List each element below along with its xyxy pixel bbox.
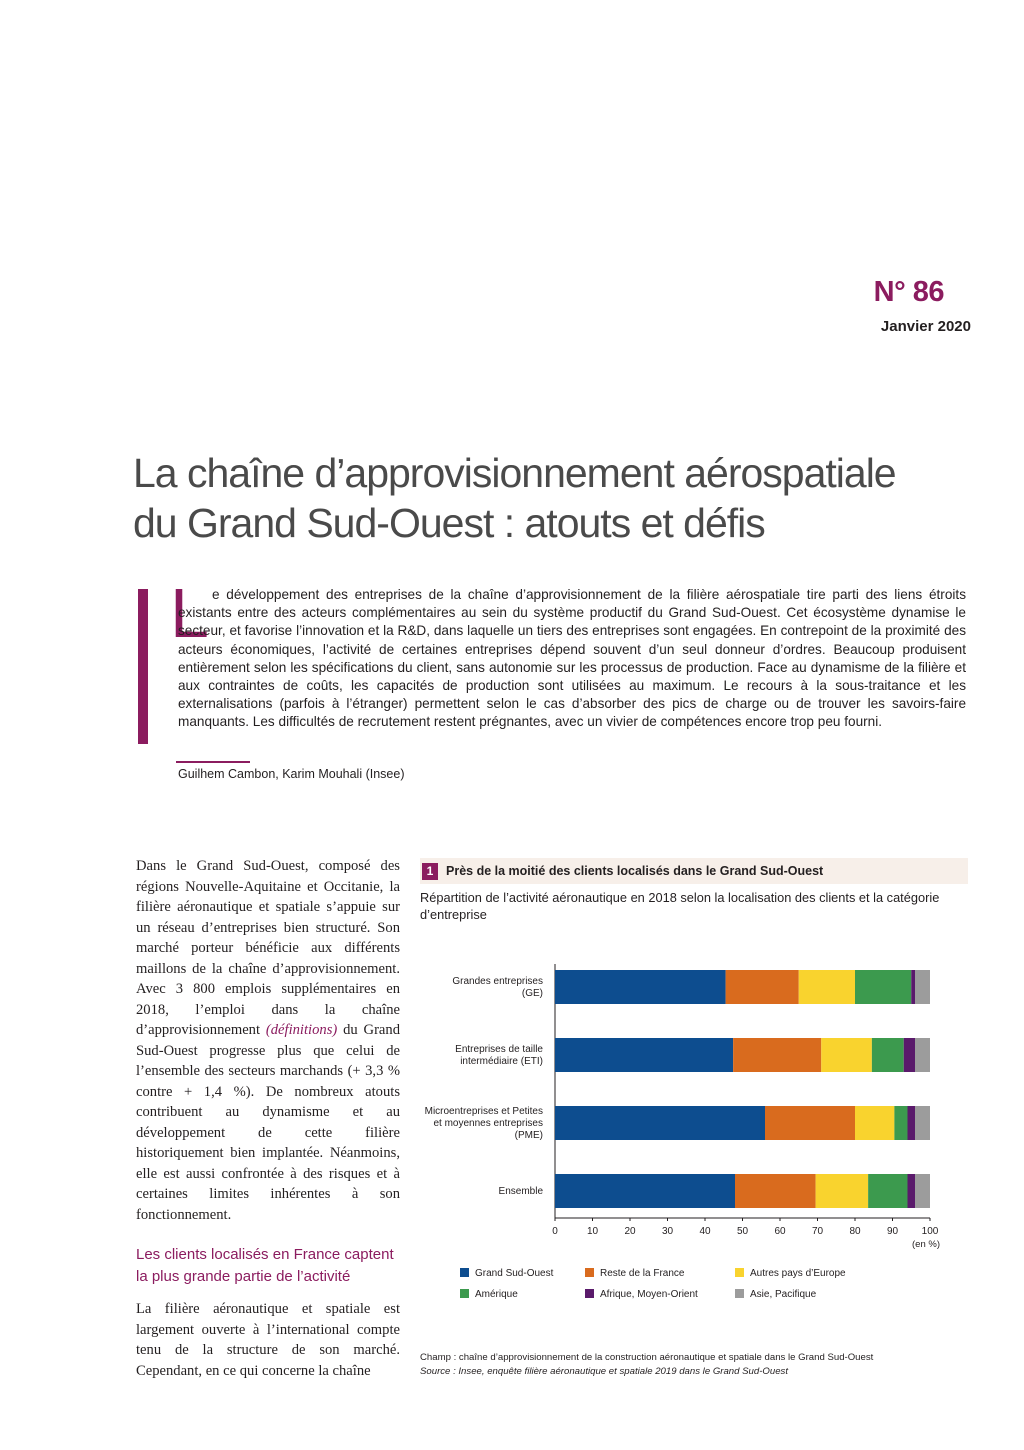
bar-segment	[911, 970, 915, 1004]
authors-divider	[176, 761, 250, 763]
figure-subtitle: Répartition de l’activité aéronautique en 2018 selon la localisation des clients et la catégorie d’entreprise	[420, 890, 940, 922]
x-tick-label: 90	[886, 1226, 899, 1237]
bar-segment	[868, 1174, 907, 1208]
category-label: Microentreprises et Petites	[424, 1106, 543, 1117]
abstract-accent-bar	[138, 589, 148, 744]
figure-number: 1	[422, 863, 438, 880]
legend-swatch	[460, 1289, 469, 1298]
figure-header	[420, 858, 968, 884]
figure-source: Source : Insee, enquête filière aéronautique et spatiale 2019 dans le Grand Sud-Ouest	[420, 1366, 789, 1377]
bar-segment	[855, 1106, 894, 1140]
legend-swatch	[585, 1268, 594, 1277]
title-line-1: La chaîne d’approvisionnement aérospatiale	[133, 450, 896, 496]
x-tick-label: 0	[552, 1226, 558, 1237]
bar-segment	[872, 1038, 904, 1072]
body-paragraph-1	[136, 856, 400, 1225]
x-unit-label: (en %)	[912, 1239, 940, 1250]
bar-segment	[733, 1038, 821, 1072]
figure-champ: Champ : chaîne d’approvisionnement de la construction aéronautique et spatiale dans le Grand Sud-Ouest	[420, 1352, 874, 1363]
legend-label: Reste de la France	[600, 1268, 685, 1279]
page-title	[133, 448, 953, 548]
bar-segment	[555, 1038, 733, 1072]
bar-segment	[555, 1174, 735, 1208]
abstract-dropcap: L	[170, 574, 209, 652]
x-tick-label: 70	[811, 1226, 824, 1237]
bar-segment	[821, 1038, 872, 1072]
category-label: (GE)	[521, 988, 543, 999]
x-tick-label: 80	[849, 1226, 861, 1237]
category-label: (PME)	[514, 1130, 543, 1141]
legend-label: Autres pays d’Europe	[750, 1268, 846, 1279]
x-tick-label: 20	[624, 1226, 636, 1237]
bar-segment	[915, 970, 930, 1004]
category-label: Grandes entreprises	[452, 976, 543, 987]
authors: Guilhem Cambon, Karim Mouhali (Insee)	[178, 767, 405, 781]
legend-label: Amérique	[475, 1289, 518, 1300]
bar-segment	[816, 1174, 869, 1208]
x-tick-label: 30	[661, 1226, 674, 1237]
x-tick-label: 50	[736, 1226, 749, 1237]
body-paragraph-1-start: Dans le Grand Sud-Ouest, composé des régions Nouvelle-Aquitaine et Occitanie, la filière aéronautique et spatiale s’appuie sur un réseau d’entreprises bien structuré. Son marché porteur bénéficie aux différents maillons de la chaîne d’approvisionnement. Avec 3 800 emplois supplémentaires en 2018, l’emploi dans la chaîne d’approvisionnement	[136, 858, 400, 1038]
definitions-link[interactable]: (définitions)	[265, 1022, 338, 1038]
section-heading: Les clients localisés en France captent la plus grande partie de l’activité	[136, 1246, 394, 1285]
legend-label: Grand Sud-Ouest	[475, 1268, 554, 1279]
legend-swatch	[735, 1268, 744, 1277]
legend-swatch	[735, 1289, 744, 1298]
bar-segment	[908, 1106, 916, 1140]
bar-segment	[908, 1174, 916, 1208]
bar-segment	[894, 1106, 907, 1140]
stacked-bar-chart	[420, 950, 960, 1310]
legend-label: Afrique, Moyen-Orient	[600, 1289, 698, 1300]
category-label: Entreprises de taille	[455, 1044, 543, 1055]
x-tick-label: 60	[774, 1226, 786, 1237]
legend-label: Asie, Pacifique	[750, 1289, 817, 1300]
bar-segment	[765, 1106, 855, 1140]
x-tick-label: 10	[586, 1226, 599, 1237]
legend-swatch	[585, 1289, 594, 1298]
category-label: intermédiaire (ETI)	[460, 1056, 543, 1067]
bar-segment	[855, 970, 911, 1004]
abstract-text: e développement des entreprises de la chaîne d’approvisionnement de la filière aérospatiale tire parti des liens étroits existants entre des acteurs complémentaires au sein du système productif du Grand Sud-Ouest. Cet écosystème dynamise le secteur, et favorise l’innovation et la R&D, dans laquelle un tiers des entreprises sont engagées. En contrepoint de la proximité des acteurs économiques, l’activité de certaines entreprises dépend souvent d’un seul donneur d’ordres. Beaucoup produisent entièrement selon les spécifications du client, sans autonomie sur les processus de production. Face au dynamisme de la filière et aux contraintes de coûts, les capacités de production sont utilisées au maximum. Le recours à la sous-traitance et les externalisations (parfois à l’étranger) permettent selon le cas d’absorber des pics de charge ou de trouver les savoirs-faire manquants. Les difficultés de recrutement restent prégnantes, avec un vivier de compétences encore trop peu fourni.	[178, 587, 966, 730]
bar-segment	[915, 1106, 930, 1140]
x-tick-label: 40	[699, 1226, 711, 1237]
bar-segment	[904, 1038, 915, 1072]
x-tick-label: 100	[921, 1226, 939, 1237]
category-label: Ensemble	[498, 1186, 543, 1197]
title-line-2: du Grand Sud-Ouest : atouts et défis	[133, 500, 765, 546]
bar-segment	[915, 1038, 930, 1072]
issue-number: N° 86	[873, 276, 944, 308]
body-paragraph-1-end: du Grand Sud-Ouest progresse plus que celui de l’ensemble des secteurs marchands (+ 3,3 % contre + 1,4 %). De nombreux atouts contribuent au dynamisme et au développement de cette filière historiquement bien implantée. Néanmoins, elle est aussi confrontée à des risques et à certaines limites inhérentes à son fonctionnement.	[136, 1022, 401, 1223]
body-paragraph-2: La filière aéronautique et spatiale est largement ouverte à l’international compte tenu de la structure de son marché. Cependant, en ce qui concerne la chaîne	[136, 1301, 400, 1379]
figure-notes	[420, 1351, 980, 1379]
legend-swatch	[460, 1268, 469, 1277]
figure-title: Près de la moitié des clients localisés dans le Grand Sud-Ouest	[446, 864, 824, 878]
bar-segment	[915, 1174, 930, 1208]
bar-segment	[555, 1106, 765, 1140]
bar-segment	[555, 970, 726, 1004]
bar-segment	[726, 970, 799, 1004]
bar-segment	[735, 1174, 816, 1208]
bar-segment	[799, 970, 855, 1004]
issue-date: Janvier 2020	[880, 318, 971, 335]
category-label: et moyennes entreprises	[433, 1118, 543, 1129]
